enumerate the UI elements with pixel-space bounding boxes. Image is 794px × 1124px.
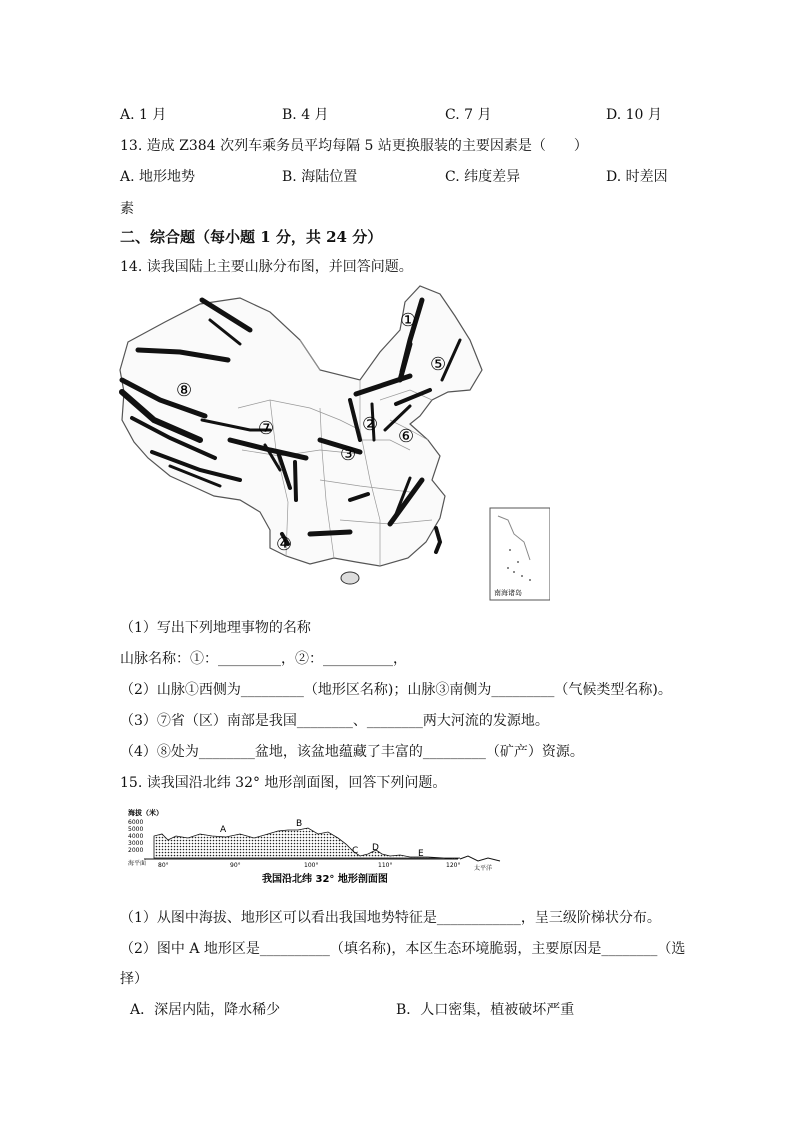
q12-option-d: D. 10 月 [606, 107, 662, 123]
q15-stem: 15. 读我国沿北纬 32° 地形剖面图，回答下列问题。 [120, 775, 447, 791]
profile-ytick-6000: 6000 [128, 819, 144, 826]
q15-option-a: A．深居内陆，降水稀少 [130, 1002, 281, 1018]
q14-sub2: （2）山脉①西侧为_________（地形区名称)；山脉③南侧为_________（气候类型名称)。 [120, 682, 672, 698]
q13-option-b: B. 海陆位置 [282, 169, 358, 185]
q12-option-b: B. 4 月 [282, 107, 329, 123]
inset-label: 南海诸岛 [494, 589, 522, 597]
map-marker-3: ③ [340, 444, 357, 465]
south-china-sea-inset [490, 508, 550, 600]
profile-label-c: C [352, 846, 359, 856]
q14-stem: 14. 读我国陆上主要山脉分布图，并回答问题。 [120, 259, 413, 275]
q15-sub1: （1）从图中海拔、地形区可以看出我国地势特征是____________，呈三级阶梯状分布。 [120, 910, 661, 926]
profile-xtick-110: 110° [378, 862, 393, 869]
q13-stem: 13. 造成 Z384 次列车乘务员平均每隔 5 站更换服装的主要因素是（ ） [120, 138, 588, 154]
map-marker-4: ④ [276, 534, 293, 555]
q12-option-a: A. 1 月 [120, 107, 167, 123]
q13-option-a: A. 地形地势 [120, 169, 196, 185]
profile-xtick-120: 120° [446, 862, 461, 869]
profile-sea-level: 海平面 [128, 860, 147, 867]
q14-sub1-line: 山脉名称：①：_________，②：__________， [120, 651, 407, 667]
profile-xtick-100: 100° [304, 862, 319, 869]
profile-ytick-5000: 5000 [128, 826, 144, 833]
map-marker-8: ⑧ [176, 380, 193, 401]
profile-sea-label: 太平洋 [474, 865, 493, 872]
map-marker-1: ① [400, 310, 417, 331]
map-marker-5: ⑤ [430, 354, 447, 375]
terrain-surface [154, 828, 460, 859]
q13-option-d: D. 时差因 [606, 169, 668, 185]
profile-label-e: E [418, 849, 424, 859]
profile-caption: 我国沿北纬 32° 地形剖面图 [262, 874, 388, 885]
terrain-profile [128, 806, 508, 888]
map-marker-7: ⑦ [258, 418, 275, 439]
profile-label-d: D [372, 843, 379, 853]
profile-ytick-2000: 2000 [128, 847, 144, 854]
china-mountain-map [110, 280, 550, 610]
profile-xtick-90: 90° [230, 862, 241, 869]
q15-option-b: B．人口密集，植被破坏严重 [396, 1002, 575, 1018]
q14-sub4: （4）⑧处为________盆地，该盆地蕴藏了丰富的_________（矿产）资源。 [120, 744, 584, 760]
section-title: 二、综合题（每小题 1 分，共 24 分） [120, 228, 383, 246]
q15-sub2: （2）图中 A 地形区是__________（填名称)，本区生态环境脆弱，主要原因是________（选 [120, 941, 686, 957]
profile-ytick-3000: 3000 [128, 840, 144, 847]
map-marker-2: ② [362, 414, 379, 435]
q13-option-c: C. 纬度差异 [445, 169, 521, 185]
map-marker-6: ⑥ [398, 426, 415, 447]
profile-ylabel: 海拔（米） [128, 809, 163, 817]
q12-option-c: C. 7 月 [445, 107, 492, 123]
q14-sub1: （1）写出下列地理事物的名称 [120, 620, 311, 636]
profile-label-b: B [296, 819, 303, 829]
profile-xtick-80: 80° [158, 862, 169, 869]
q15-sub2-wrap: 择） [120, 971, 148, 987]
q14-sub3: （3）⑦省（区）南部是我国________、________两大河流的发源地。 [120, 713, 549, 729]
profile-label-a: A [220, 825, 227, 835]
profile-ytick-4000: 4000 [128, 833, 144, 840]
q13-option-d-wrap: 素 [120, 201, 134, 217]
